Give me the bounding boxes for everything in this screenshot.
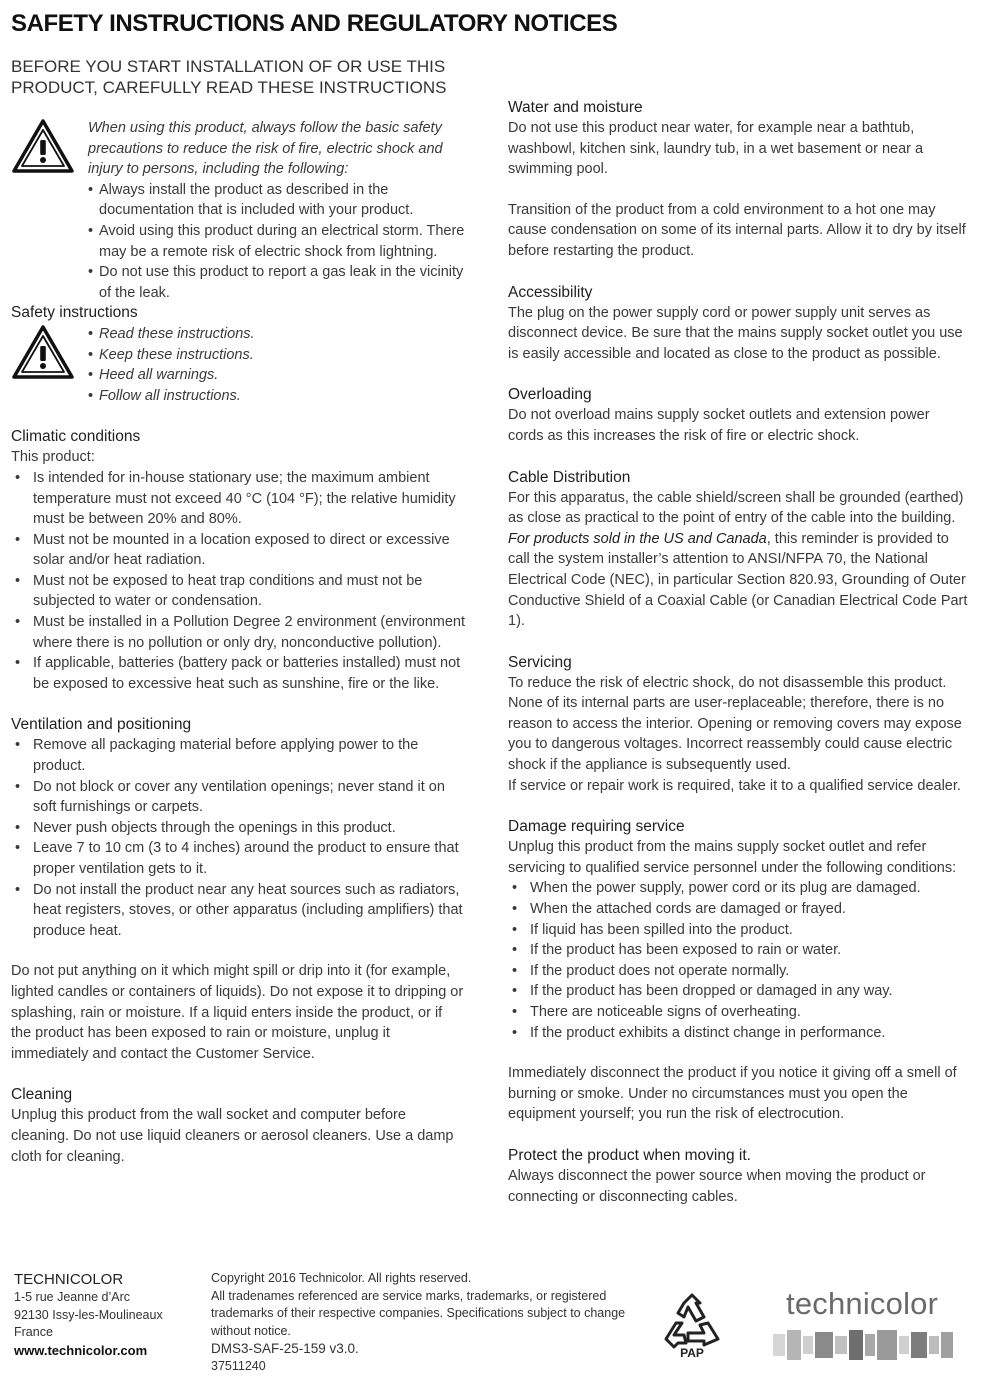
water-text: Do not use this product near water, for example near a bathtub, washbowl, kitchen sink, laundry tub, in a wet basement or near a swimming pool. <box>508 120 924 178</box>
accessibility-section <box>508 282 968 365</box>
list-item: • Leave 7 to 10 cm (3 to 4 inches) around the product to ensure that proper ventilation gets to it. <box>11 838 466 879</box>
liquid-section <box>11 961 466 1064</box>
accessibility-heading: Accessibility <box>508 283 593 301</box>
climatic-list <box>11 468 466 695</box>
cable-section <box>508 467 968 632</box>
overloading-text: Do not overload mains supply socket outlets and extension power cords as this increases the risk of fire or electric shock. <box>508 407 930 444</box>
legal-block <box>211 1270 636 1375</box>
overloading-section <box>508 384 968 446</box>
cable-text <box>508 488 968 632</box>
condensation-section <box>508 200 968 262</box>
cleaning-heading: Cleaning <box>11 1086 73 1104</box>
moving-text: Always disconnect the power source when moving the product or connecting or disconnecting cables. <box>508 1167 926 1205</box>
document-code: DMS3-SAF-25-159 v3.0. <box>211 1341 359 1356</box>
company-name: TECHNICOLOR <box>14 1271 124 1288</box>
warning-item: • Always install the product as described in the documentation that is included with your product. <box>88 180 466 221</box>
footer <box>0 1270 983 1388</box>
list-item: • Is intended for in-house stationary use; the maximum ambient temperature must not exceed 40 °C (104 °F); the relative humidity must be between 20% and 80%. <box>11 468 466 530</box>
list-item: • Do not block or cover any ventilation openings; never stand it on soft furnishings or carpets. <box>11 777 466 818</box>
list-item: • Must not be mounted in a location exposed to direct or excessive solar and/or heat radiation. <box>11 530 466 571</box>
warning-intro: When using this product, always follow the basic safety precautions to reduce the risk of fire, electric shock and injury to persons, including the following: <box>88 120 443 178</box>
safety-item: • Follow all instructions. <box>88 386 466 407</box>
list-item: • If the product exhibits a distinct change in performance. <box>508 1023 968 1044</box>
warning-item: • Avoid using this product during an electrical storm. There may be a remote risk of electric shock from lightning. <box>88 221 466 262</box>
list-item: • If liquid has been spilled into the product. <box>508 920 968 941</box>
safety-item: • Keep these instructions. <box>88 345 466 366</box>
address-line-1: 1-5 rue Jeanne d’Arc <box>14 1290 131 1304</box>
disconnect-paragraph: Immediately disconnect the product if you notice it giving off a smell of burning or smoke. Under no circumstances must you open the equipment yourself; you run the risk of electrocution. <box>508 1065 957 1123</box>
condensation-text: Transition of the product from a cold environment to a hot one may cause condensation on some of its internal parts. Allow it to dry by itself before restarting the product. <box>508 201 966 259</box>
safety-list <box>88 324 466 406</box>
safety-block <box>11 324 466 406</box>
ventilation-section <box>11 714 466 941</box>
list-item: • If the product has been dropped or damaged in any way. <box>508 981 968 1002</box>
list-item: • Remove all packaging material before applying power to the product. <box>11 735 466 776</box>
cable-text-2: , this reminder is provided to call the system installer’s attention to ANSI/NFPA 70, the National Electrical Code (NEC), in particular Section 820.93, Grounding of Outer Conductive Shield of a Coaxial Cable (or Canadian Electrical Code Part 1). <box>508 530 968 630</box>
warning-triangle-icon <box>11 118 75 174</box>
recycle-label: PAP <box>680 1346 704 1360</box>
brand-logo-bars <box>773 1330 953 1360</box>
warning-list <box>88 180 466 304</box>
liquid-paragraph: Do not put anything on it which might spill or drip into it (for example, lighted candles or containers of liquids). Do not expose it to dripping or splashing, rain or moisture. If a liquid enters inside the product, or if the product has been exposed to rain or moisture, unplug it immediately and contact the Customer Service. <box>11 963 464 1062</box>
servicing-section <box>508 652 968 797</box>
cable-heading: Cable Distribution <box>508 468 631 486</box>
page-subtitle: BEFORE YOU START INSTALLATION OF OR USE THIS PRODUCT, CAREFULLY READ THESE INSTRUCTIONS <box>11 57 447 97</box>
cleaning-section <box>11 1084 466 1167</box>
damage-intro: Unplug this product from the mains supply socket outlet and refer servicing to qualified service personnel under the following conditions: <box>508 839 957 876</box>
disconnect-section <box>508 1063 968 1125</box>
climatic-intro: This product: <box>11 449 95 466</box>
damage-section <box>508 816 968 1043</box>
left-column <box>11 118 466 1187</box>
damage-heading: Damage requiring service <box>508 818 685 836</box>
warning-triangle-icon <box>11 324 75 380</box>
safety-item: • Read these instructions. <box>88 324 466 345</box>
water-heading: Water and moisture <box>508 99 643 116</box>
list-item: • If the product has been exposed to rain or water. <box>508 940 968 961</box>
ventilation-heading: Ventilation and positioning <box>11 716 192 734</box>
accessibility-text: The plug on the power supply cord or power supply unit serves as disconnect device. Be sure that the mains supply socket outlet you use is easily accessible and located as close to the product as possible. <box>508 304 963 362</box>
cable-text-1: For this apparatus, the cable shield/screen shall be grounded (earthed) as close as practical to the point of entry of the cable into the building. <box>508 489 964 527</box>
moving-section <box>508 1145 968 1207</box>
right-column <box>508 97 968 1227</box>
list-item: • Never push objects through the openings in this product. <box>11 818 466 839</box>
address-line-2: 92130 Issy-les-Moulineaux <box>14 1307 163 1322</box>
damage-list <box>508 878 968 1043</box>
moving-heading: Protect the product when moving it. <box>508 1146 751 1164</box>
page-title: SAFETY INSTRUCTIONS AND REGULATORY NOTICES <box>11 10 618 37</box>
company-block <box>14 1270 163 1359</box>
list-item: • Must be installed in a Pollution Degree 2 environment (environment where there is no pollution or only dry, nonconductive pollution). <box>11 612 466 653</box>
cable-emphasis: For products sold in the US and Canada <box>508 530 767 547</box>
servicing-heading: Servicing <box>508 653 572 671</box>
safety-heading: Safety instructions <box>11 304 138 322</box>
climatic-section <box>11 426 466 694</box>
list-item: • There are noticeable signs of overheating. <box>508 1002 968 1023</box>
list-item: • When the attached cords are damaged or frayed. <box>508 899 968 920</box>
brand-logo-text: technicolor <box>786 1286 939 1321</box>
part-number: 37511240 <box>211 1358 266 1373</box>
warning-block <box>11 118 466 303</box>
servicing-text: To reduce the risk of electric shock, do not disassemble this product. None of its internal parts are user-replaceable; therefore, there is no reason to access the interior. Opening or removing covers may expose you to dangerous voltages. Incorrect reassembly could cause electric shock if the appliance is subsequently used. <box>508 674 962 774</box>
website-link[interactable]: www.technicolor.com <box>14 1342 148 1358</box>
copyright-text: Copyright 2016 Technicolor. All rights reserved. <box>211 1271 472 1285</box>
list-item: • Must not be exposed to heat trap conditions and must not be subjected to water or condensation. <box>11 571 466 612</box>
servicing-dealer-text: If service or repair work is required, take it to a qualified service dealer. <box>508 777 961 794</box>
cleaning-text: Unplug this product from the wall socket and computer before cleaning. Do not use liquid cleaners or aerosol cleaners. Use a damp cloth for cleaning. <box>11 1107 454 1165</box>
address-country: France <box>14 1325 53 1339</box>
water-section <box>508 97 968 180</box>
climatic-heading: Climatic conditions <box>11 428 141 446</box>
ventilation-list <box>11 735 466 941</box>
list-item: • If the product does not operate normally. <box>508 961 968 982</box>
safety-item: • Heed all warnings. <box>88 365 466 386</box>
list-item: • If applicable, batteries (battery pack or batteries installed) must not be exposed to excessive heat such as sunshine, fire or the like. <box>11 653 466 694</box>
overloading-heading: Overloading <box>508 386 592 404</box>
list-item: • Do not install the product near any heat sources such as radiators, heat registers, stoves, or other apparatus (including amplifiers) that produce heat. <box>11 880 466 942</box>
trademark-text: All tradenames referenced are service marks, trademarks, or registered trademarks of their respective companies. Specifications subject to change without notice. <box>211 1288 626 1338</box>
list-item: • When the power supply, power cord or its plug are damaged. <box>508 878 968 899</box>
warning-item: • Do not use this product to report a gas leak in the vicinity of the leak. <box>88 262 466 303</box>
